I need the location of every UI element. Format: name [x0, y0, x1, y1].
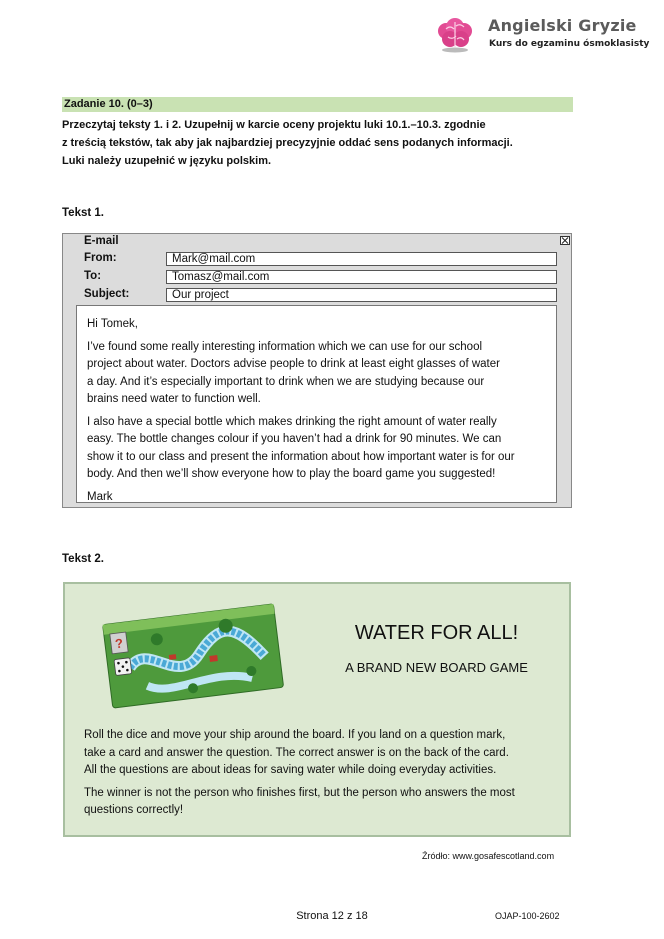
source-note: Źródło: www.gosafescotland.com [422, 851, 555, 861]
from-field[interactable]: Mark@mail.com [166, 252, 557, 266]
to-field[interactable]: Tomasz@mail.com [166, 270, 557, 284]
subject-field[interactable]: Our project [166, 288, 557, 302]
text2-label: Tekst 2. [62, 553, 104, 565]
ad-subtitle: A BRAND NEW BOARD GAME [345, 660, 528, 675]
text-line: Roll the dice and move your ship around the board. If you land on a question mark, [84, 729, 506, 741]
email-greeting: Hi Tomek, [87, 318, 138, 330]
ad-title: WATER FOR ALL! [354, 622, 519, 644]
email-body[interactable] [76, 305, 557, 503]
task-instruction [62, 116, 582, 170]
text-line: I’ve found some really interesting information which we can use for our school [87, 340, 483, 353]
text-line: The winner is not the person who finishes first, but the person who answers the most [84, 786, 515, 799]
instruction-line: Luki należy uzupełnić w języku polskim. [62, 155, 272, 167]
exam-code: OJAP-100-2602 [495, 911, 560, 921]
text-line: All the questions are about ideas for saving water while doing everyday activities. [84, 764, 497, 776]
ad-paragraph-1 [84, 727, 554, 780]
email-paragraph-1 [87, 339, 546, 409]
email-window-title: E-mail [84, 235, 119, 247]
task-title: Zadanie 10. (0–3) [64, 98, 153, 110]
from-label: From: [84, 252, 117, 264]
text-line: take a card and answer the question. The correct answer is on the back of the card. [84, 746, 509, 759]
subject-label: Subject: [84, 288, 130, 300]
text-line: project about water. Doctors advise people to drink at least eight glasses of water [87, 358, 500, 370]
text1-label: Tekst 1. [62, 207, 104, 219]
brand-subtitle: Kurs do egzaminu ósmoklasisty [489, 39, 650, 49]
text-line: I also have a special bottle which makes drinking the right amount of water really [87, 415, 497, 428]
to-label: To: [84, 270, 102, 282]
instruction-line: Przeczytaj teksty 1. i 2. Uzupełnij w karcie oceny projektu luki 10.1.–10.3. zgodnie [62, 119, 486, 131]
svg-text:?: ? [114, 635, 124, 652]
board-game-image [99, 600, 287, 710]
text-line: a day. And it’s especially important to drink when we are studying because our [87, 375, 485, 388]
text-line: brains need water to function well. [87, 393, 261, 405]
ad-description [84, 727, 554, 825]
text-line: show it to our class and present the information about how important water is for our [87, 450, 515, 463]
email-paragraph-2 [87, 414, 546, 484]
page-number: Strona 12 z 18 [296, 910, 368, 922]
text-line: easy. The bottle changes colour if you haven’t had a drink for 90 minutes. We can [87, 433, 502, 445]
text-line: questions correctly! [84, 804, 184, 816]
close-icon[interactable] [560, 236, 570, 245]
email-signature: Mark [87, 490, 113, 503]
text-line: body. And then we’ll show everyone how to play the board game you suggested! [87, 468, 496, 480]
brain-icon [436, 17, 474, 53]
brand-name: Angielski Gryzie [488, 16, 637, 35]
ad-paragraph-2 [84, 785, 554, 820]
instruction-line: z treścią tekstów, tak aby jak najbardziej precyzyjnie oddać sens podanych informacji. [62, 137, 513, 149]
